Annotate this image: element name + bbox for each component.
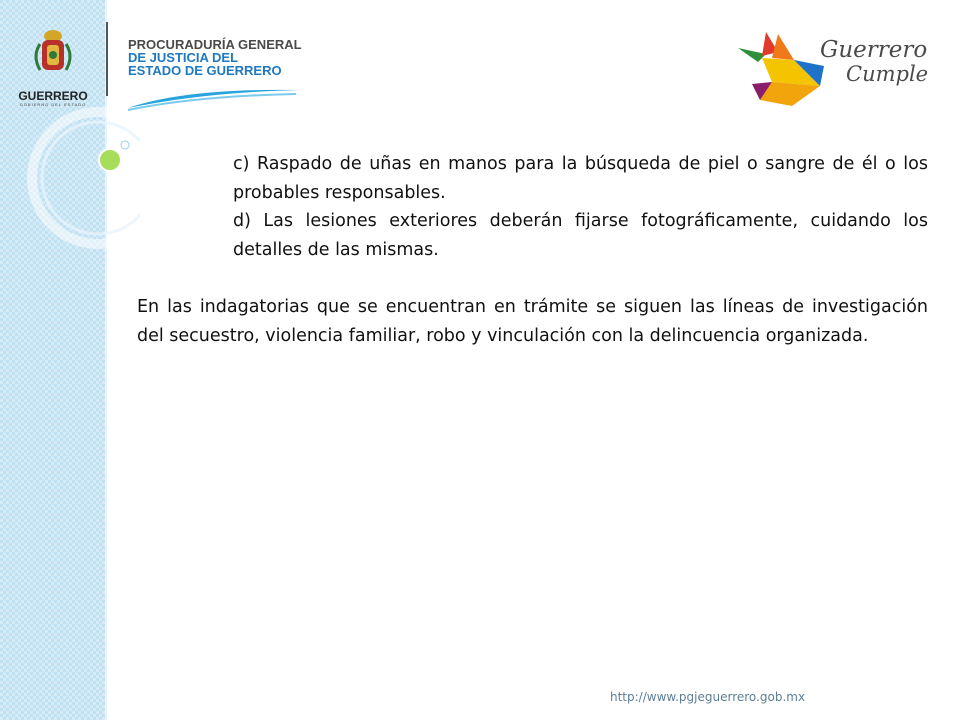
institution-line-1: PROCURADURÍA GENERAL [128,37,302,52]
left-logo-title: GUERRERO [18,89,88,103]
institution-name [128,38,328,77]
paragraph-text: En las indagatorias que se encuentran en trámite se siguen las líneas de investigación del secuestro, violencia familiar, robo y vinculación con la delincuencia organizada. [137,297,928,346]
evidence-list [233,150,928,264]
investigation-paragraph [137,293,928,350]
footer-url[interactable]: http://www.pgjeguerrero.gob.mx [610,690,806,704]
list-item-d: d) Las lesiones exteriores deberán fijarse fotográficamente, cuidando los detalles de las mismas. [233,211,928,260]
guerrero-state-logo [12,24,94,107]
guerrero-cumple-line-1: Guerrero [820,37,928,63]
list-item-c: c) Raspado de uñas en manos para la búsqueda de piel o sangre de él o los probables responsables. [233,154,928,203]
institution-swoosh-icon [126,78,302,112]
guerrero-cumple-line-2: Cumple [846,62,929,86]
header-divider [106,22,108,96]
institution-line-2: DE JUSTICIA DEL [128,50,239,65]
institution-line-3: ESTADO DE GUERRERO [128,63,282,78]
hummingbird-logo-icon [732,26,832,110]
coat-of-arms-icon [12,24,94,86]
guerrero-cumple-logo [820,38,930,86]
left-logo-subtitle: GOBIERNO DEL ESTADO [19,102,87,107]
